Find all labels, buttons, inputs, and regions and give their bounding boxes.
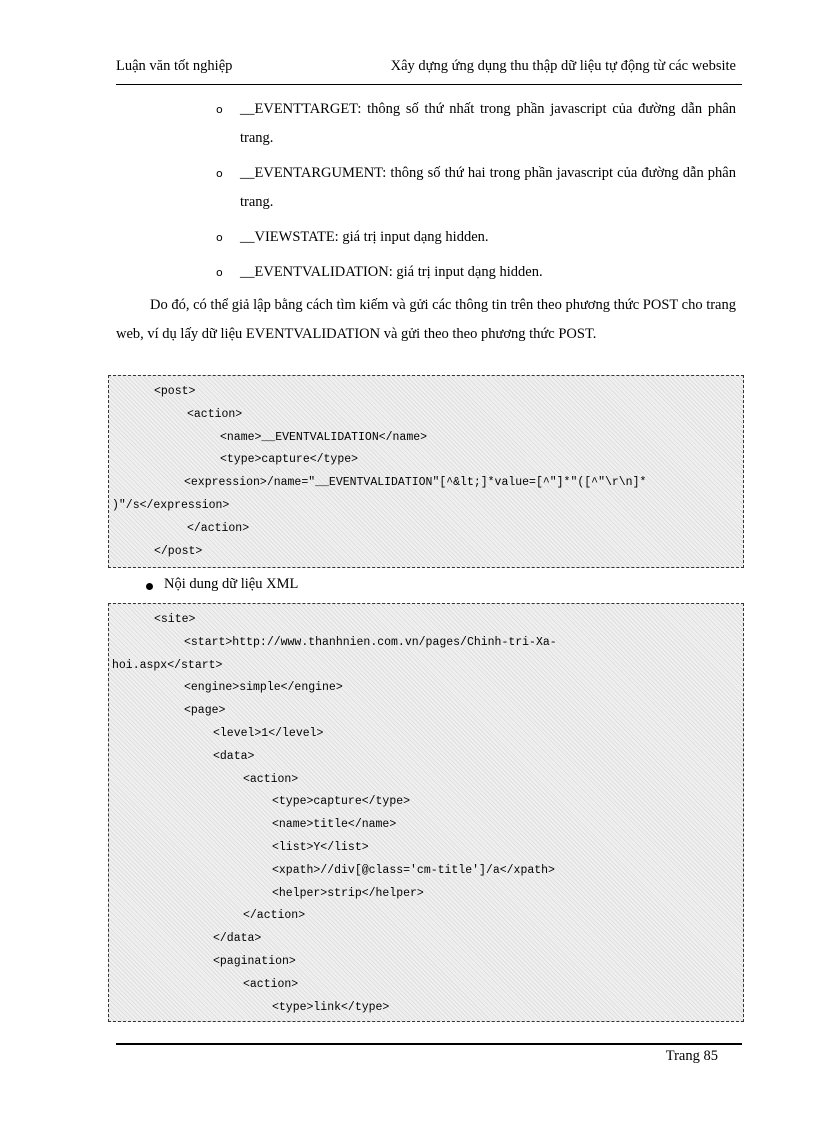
code-line: )"/s</expression> <box>112 498 230 512</box>
code-line: </data> <box>213 932 262 946</box>
code-line: <page> <box>184 704 226 718</box>
list-item <box>216 159 736 217</box>
code-line: <type>capture</type> <box>272 795 411 809</box>
page-number: Trang 85 <box>665 1048 718 1064</box>
circle-bullet-icon: o <box>216 167 223 180</box>
circle-bullet-icon: o <box>216 266 223 279</box>
code-line: hoi.aspx</start> <box>112 658 223 672</box>
page-header <box>116 58 742 78</box>
header-left-title: Luận văn tốt nghiệp <box>116 58 233 74</box>
parameter-list <box>216 95 736 287</box>
code-block-xml <box>108 603 744 1022</box>
code-line: <start>http://www.thanhnien.com.vn/pages/Chinh-tri-Xa- <box>184 635 557 649</box>
code-line: <name>title</name> <box>272 818 397 832</box>
code-line: <xpath>//div[@class='cm-title']/a</xpath> <box>272 863 555 877</box>
circle-bullet-icon: o <box>216 231 223 244</box>
code-line: <action> <box>187 407 243 421</box>
list-item-text: __EVENTARGUMENT: thông số thứ hai trong phần javascript của đường dẫn phân trang. <box>240 165 736 210</box>
footer-divider <box>116 1043 742 1045</box>
code-line: <pagination> <box>213 954 296 968</box>
code-line: <action> <box>243 977 299 991</box>
list-item <box>216 258 736 287</box>
code-line: <expression>/name="__EVENTVALIDATION"[^&lt;]*value=[^"]*"([^"\r\n]* <box>184 476 647 490</box>
code-line: <type>capture</type> <box>220 453 359 467</box>
bullet-dot-icon <box>146 583 153 590</box>
code-line: <helper>strip</helper> <box>272 886 424 900</box>
list-item-text: __VIEWSTATE: giá trị input dạng hidden. <box>240 229 489 245</box>
body-paragraph <box>116 291 736 349</box>
list-item-text: __EVENTVALIDATION: giá trị input dạng hidden. <box>240 264 543 280</box>
code-block-post <box>108 375 744 568</box>
circle-bullet-icon: o <box>216 103 223 116</box>
code-line: </post> <box>154 544 203 558</box>
code-line: <data> <box>213 749 255 763</box>
code-line: <list>Y</list> <box>272 840 369 854</box>
list-item <box>216 95 736 153</box>
code-line: <engine>simple</engine> <box>184 681 343 695</box>
paragraph-text: Do đó, có thể giả lập bằng cách tìm kiếm và gửi các thông tin trên theo phương thức POST cho trang web, ví dụ lấy dữ liệu EVENTVALIDATION và gửi theo theo phương thức POST. <box>116 297 736 342</box>
xml-bullet-text: Nội dung dữ liệu XML <box>164 576 299 592</box>
code-line: <action> <box>243 772 299 786</box>
code-line: <level>1</level> <box>213 726 324 740</box>
header-right-title: Xây dựng ứng dụng thu thập dữ liệu tự động từ các website <box>390 58 736 74</box>
code-line: <post> <box>154 385 196 398</box>
list-item-text: __EVENTTARGET: thông số thứ nhất trong phần javascript của đường dẫn phân trang. <box>240 101 736 146</box>
code-line: <name>__EVENTVALIDATION</name> <box>220 430 428 444</box>
list-item <box>216 223 736 252</box>
code-line: </action> <box>187 521 250 535</box>
code-line: <site> <box>154 613 196 626</box>
header-divider <box>116 84 742 85</box>
code-line: </action> <box>243 909 306 923</box>
code-line: <type>link</type> <box>272 1000 390 1014</box>
